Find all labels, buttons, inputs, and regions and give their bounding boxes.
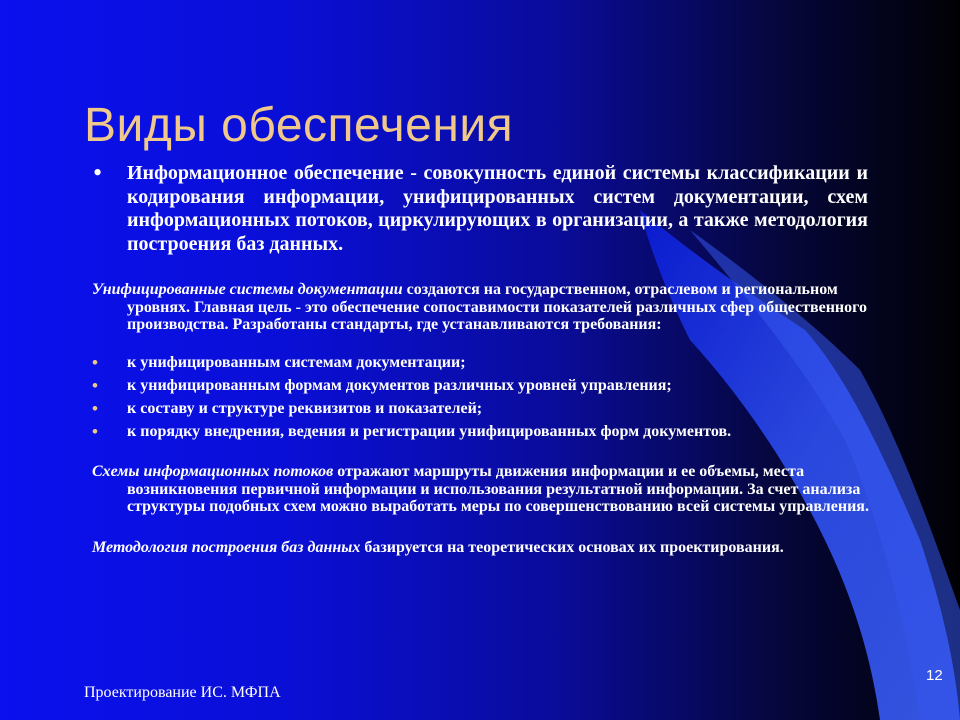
paragraph-lead: Унифицированные системы документации <box>92 281 403 298</box>
sub-bullet-text: к порядку внедрения, ведения и регистрации унифицированных форм документов. <box>127 423 732 440</box>
page-number: 12 <box>926 667 943 684</box>
slide-title: Виды обеспечения <box>84 99 514 152</box>
slide-footer: Проектирование ИС. МФПА <box>84 684 281 701</box>
paragraph-information-flows <box>92 463 903 516</box>
sub-bullet-item <box>92 400 903 417</box>
paragraph-body: базируется на теоретических основах их проектирования. <box>360 539 784 556</box>
bullet-icon: • <box>92 376 98 395</box>
bullet-icon: • <box>93 158 103 187</box>
paragraph-unified-documentation <box>92 281 903 334</box>
paragraph-body: создаются на государственном, отраслевом и региональном уровнях. Главная цель - это обеспечение сопоставимости показателей различных сфер общественного производства. Разработаны стандарты, где устанавливаются требования: <box>127 281 868 333</box>
paragraph-body: отражают маршруты движения информации и ее объемы, места возникновения первичной информации и использования результатной информации. За счет анализа структуры подобных схем можно выработать меры по совершенствованию всей системы управления. <box>127 463 869 515</box>
sub-bullet-text: к унифицированным системам документации; <box>127 354 466 371</box>
bullet-icon: • <box>92 422 98 441</box>
sub-bullet-text: к составу и структуре реквизитов и показателей; <box>127 400 483 417</box>
sub-bullet-text: к унифицированным формам документов различных уровней управления; <box>127 377 672 394</box>
paragraph-lead: Схемы информационных потоков <box>92 463 334 480</box>
main-bullet-text: Информационное обеспечение - совокупность единой системы классификации и кодирования информации, унифицированных систем документации, схем информационных потоков, циркулирующих в организации, а также методология построения баз данных. <box>127 162 868 255</box>
sub-bullet-item <box>92 377 903 394</box>
bullet-icon: • <box>92 353 98 372</box>
sub-bullet-item <box>92 354 903 371</box>
sub-bullet-item <box>92 423 903 440</box>
bullet-icon: • <box>92 399 98 418</box>
paragraph-database-methodology <box>92 539 903 557</box>
paragraph-lead: Методология построения баз данных <box>92 539 361 556</box>
